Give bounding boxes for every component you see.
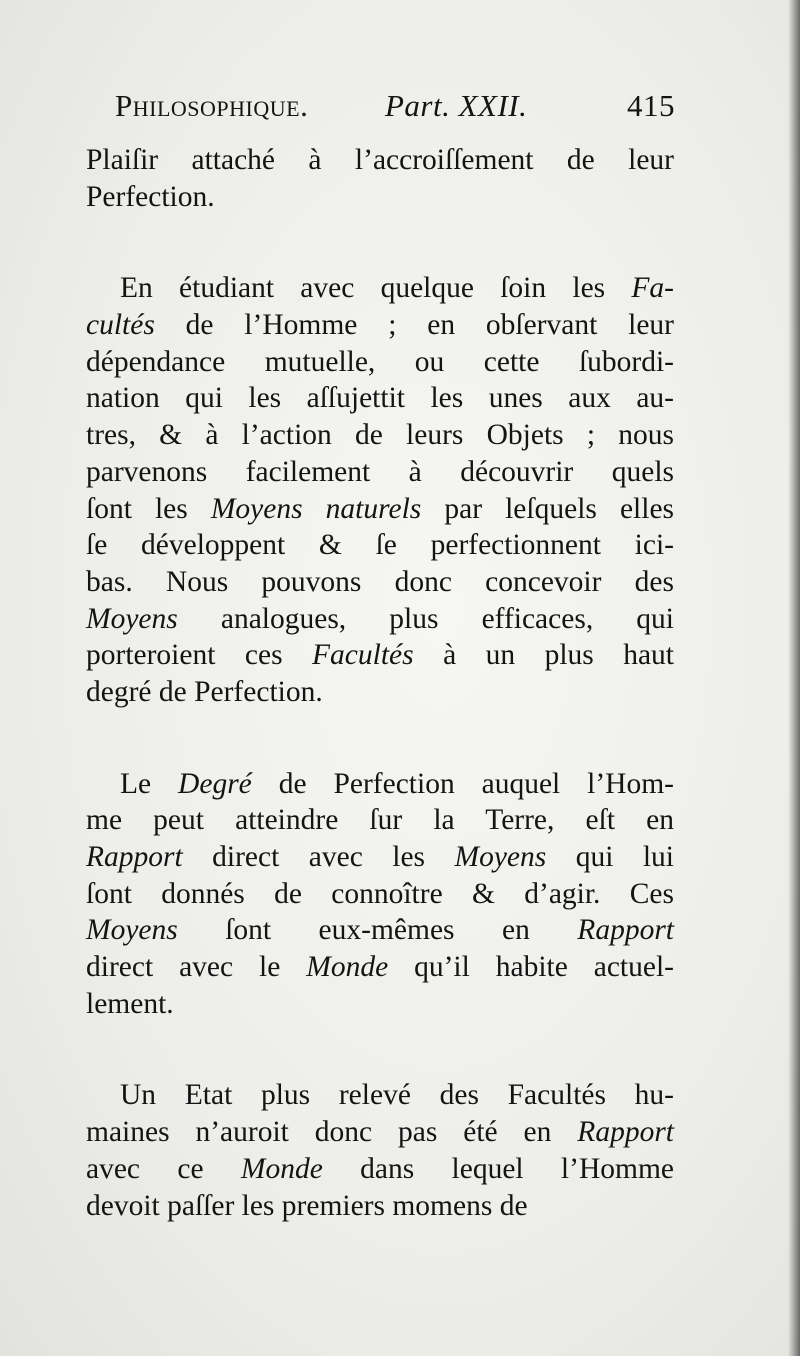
italic-text: Facultés xyxy=(312,639,414,672)
text-segment: maines n’auroit donc pas été en xyxy=(86,1116,578,1149)
paragraph xyxy=(86,766,674,1023)
paragraph xyxy=(86,142,674,215)
text-line xyxy=(86,802,674,839)
italic-text: Moyens naturels xyxy=(210,492,422,525)
text-segment: degré de Perfection. xyxy=(86,675,323,708)
text-line xyxy=(86,674,674,711)
text-line xyxy=(86,876,674,913)
text-segment: ſont les xyxy=(86,492,211,525)
text-segment: ſont eux-mêmes en xyxy=(177,914,578,947)
running-head: Philosophique. xyxy=(115,88,309,123)
text-segment: lement. xyxy=(86,987,174,1020)
text-line xyxy=(86,454,674,491)
text-line xyxy=(86,949,674,986)
paragraph xyxy=(86,270,674,710)
text-line xyxy=(86,601,674,638)
text-segment: analogues, plus efficaces, qui xyxy=(177,602,674,635)
italic-text: Moyens xyxy=(86,914,178,947)
text-segment: de Perfection auquel l’Hom- xyxy=(251,767,675,800)
text-segment: dans lequel l’Homme xyxy=(322,1152,674,1185)
text-segment: bas. Nous pouvons donc concevoir des xyxy=(86,565,674,598)
text-line xyxy=(86,1188,674,1225)
italic-text: Rapport xyxy=(577,1116,674,1149)
italic-text: Moyens xyxy=(454,841,547,873)
page-number: 415 xyxy=(627,88,675,123)
text-line xyxy=(86,270,674,307)
text-line xyxy=(86,417,674,454)
paragraph xyxy=(86,1077,674,1224)
text-segment: nation qui les aſſujettit les unes aux au- xyxy=(86,382,674,415)
text-line xyxy=(86,527,674,564)
text-line xyxy=(86,766,674,803)
text-segment: par leſquels elles xyxy=(421,492,675,525)
text-line xyxy=(86,637,674,674)
text-line xyxy=(86,1114,674,1151)
text-line xyxy=(86,142,674,179)
italic-text: Rapport xyxy=(86,841,183,873)
body-text xyxy=(86,142,674,1224)
text-segment: direct avec le xyxy=(86,951,307,984)
text-line xyxy=(86,1077,674,1114)
text-line xyxy=(86,1151,674,1188)
text-segment: ſont donnés de connoître & d’agir. Ces xyxy=(86,877,674,910)
text-segment: porteroient ces xyxy=(86,639,313,672)
text-segment: à un plus haut xyxy=(413,639,675,672)
italic-text: Monde xyxy=(240,1152,323,1185)
paragraph-gap xyxy=(86,1022,674,1077)
text-line xyxy=(86,491,674,528)
text-segment: dépendance mutuelle, ou cette ſubordi- xyxy=(86,345,674,378)
text-segment: Perfection. xyxy=(86,180,215,213)
text-segment: En étudiant avec quelque ſoin les xyxy=(120,272,632,305)
page-header xyxy=(115,88,675,132)
text-segment: ſe développent & ſe perfectionnent ici- xyxy=(86,529,674,562)
text-segment: Un Etat plus relevé des Facultés hu- xyxy=(120,1079,674,1112)
italic-text: Moyens xyxy=(86,602,178,635)
paragraph-gap xyxy=(86,215,674,270)
text-segment: devoit paſſer les premiers momens de xyxy=(86,1189,528,1222)
text-line xyxy=(86,839,674,876)
text-segment: parvenons facilement à découvrir quels xyxy=(86,455,674,488)
italic-text: Fa- xyxy=(631,272,674,305)
text-segment: direct avec les xyxy=(182,841,455,873)
text-segment: Plaiſir attaché à l’accroiſſement de leur xyxy=(86,144,674,176)
text-segment: avec ce xyxy=(86,1152,241,1185)
text-line xyxy=(86,986,674,1023)
text-segment: de l’Homme ; en obſervant leur xyxy=(154,309,674,342)
italic-text: Monde xyxy=(306,951,389,984)
text-segment: Le xyxy=(120,767,179,800)
text-line xyxy=(86,344,674,381)
text-segment: qui lui xyxy=(546,841,675,873)
part-reference: Part. XXII. xyxy=(385,88,528,123)
text-segment: me peut atteindre ſur la Terre, eſt en xyxy=(86,804,674,837)
text-segment: qu’il habite actuel- xyxy=(388,951,674,984)
text-segment: tres, & à l’action de leurs Objets ; nous xyxy=(86,419,674,452)
italic-text: Rapport xyxy=(577,914,674,947)
text-line xyxy=(86,380,674,417)
paragraph-gap xyxy=(86,711,674,766)
text-line xyxy=(86,912,674,949)
text-line xyxy=(86,564,674,601)
text-line xyxy=(86,179,674,216)
italic-text: cultés xyxy=(86,309,155,342)
text-line xyxy=(86,307,674,344)
italic-text: Degré xyxy=(178,767,252,800)
